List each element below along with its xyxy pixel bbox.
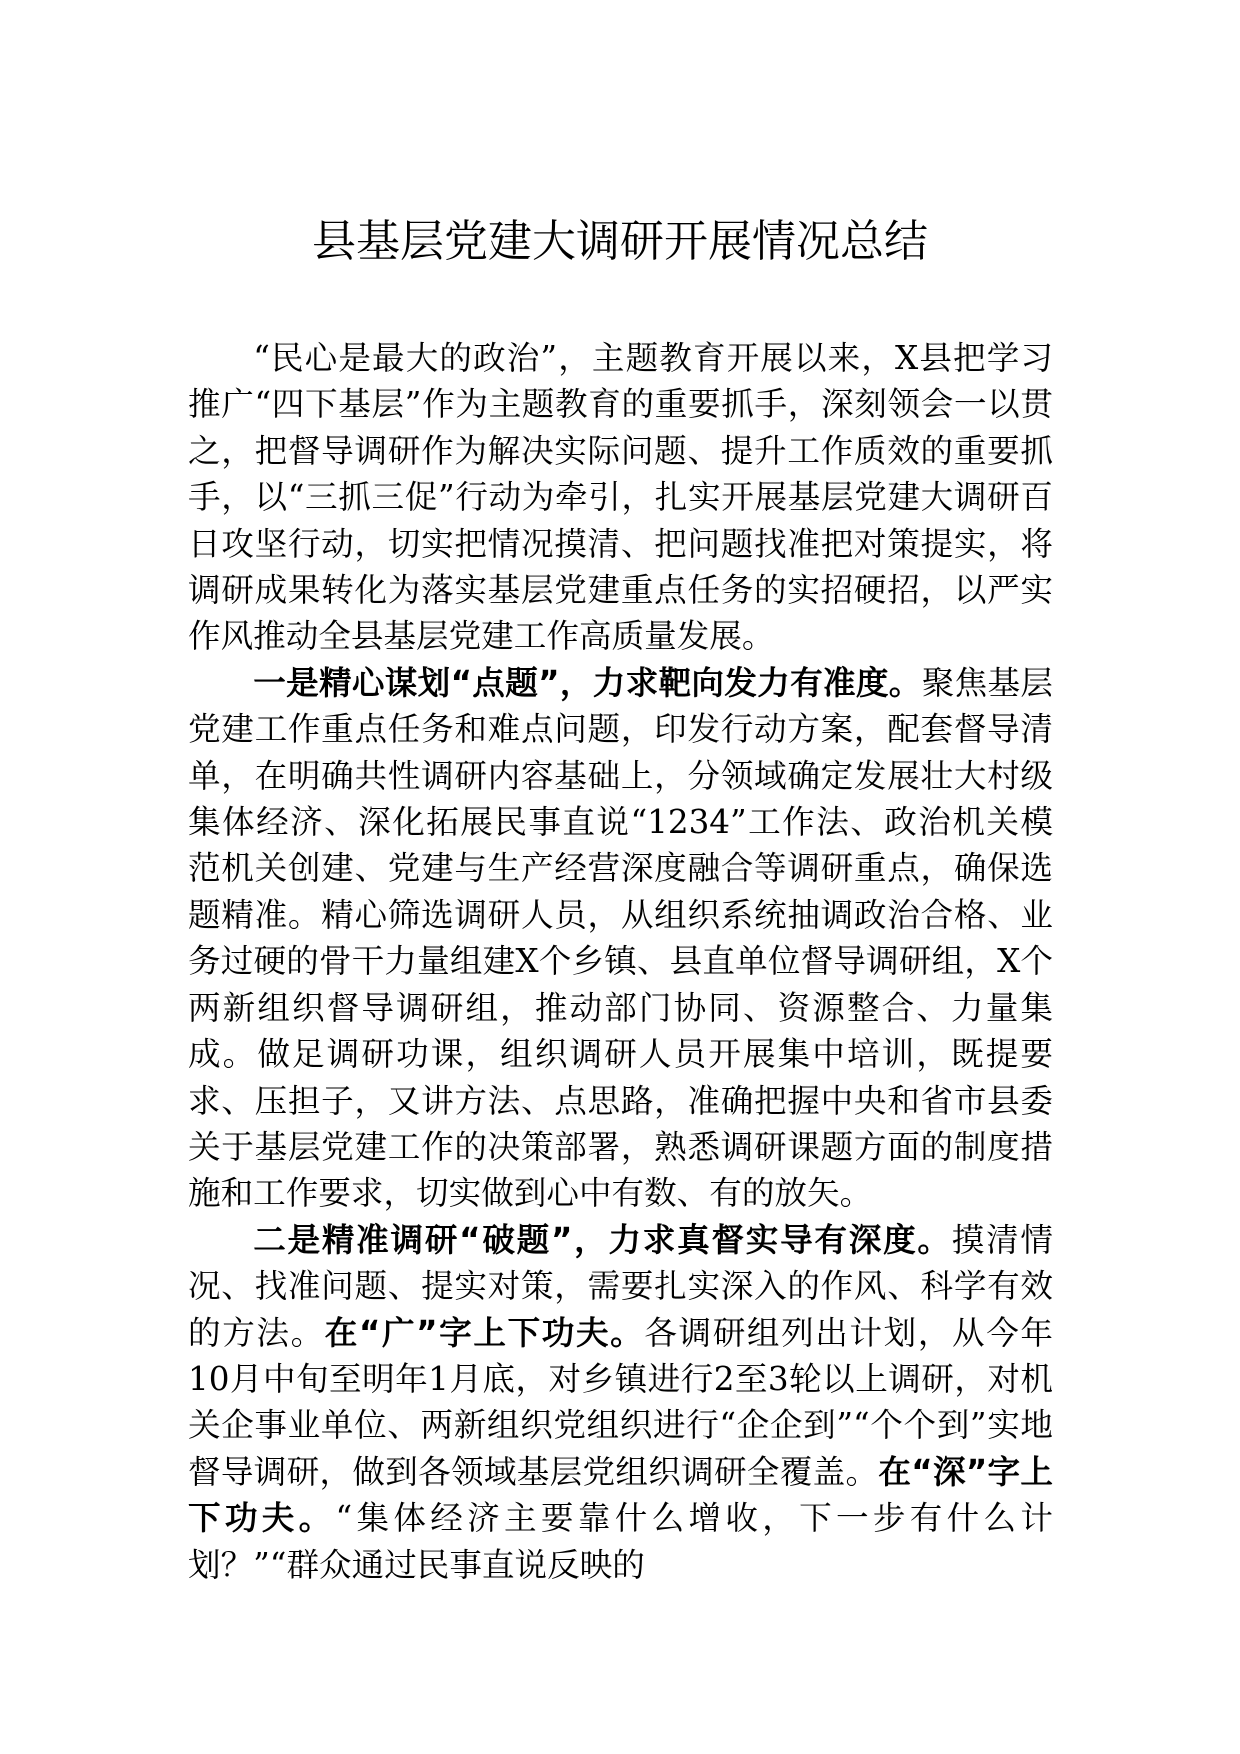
paragraph-point-two [188, 1217, 1053, 1588]
document-body [188, 335, 1053, 1588]
point-two-subheading-depth: 在“深”字上下功夫。 [188, 1452, 1053, 1538]
point-two-subheading-breadth: 在“广”字上下功夫。 [324, 1313, 645, 1352]
point-two-breadth-text: 各调研组列出计划，从今年10月中旬至明年1月底，对乡镇进行2至3轮以上调研，对机关企事业单位、两新组织党组织进行“企企到”“个个到”实地督导调研，做到各领域基层党组织调研全覆盖。 [188, 1313, 1053, 1491]
paragraph-intro [188, 335, 1053, 660]
point-one-heading: 一是精心谋划“点题”，力求靶向发力有准度。 [253, 663, 922, 702]
point-one-text: 聚焦基层党建工作重点任务和难点问题，印发行动方案，配套督导清单，在明确共性调研内容基础上，分领域确定发展壮大村级集体经济、深化拓展民事直说“1234”工作法、政治机关模范机关创建、党建与生产经营深度融合等调研重点，确保选题精准。精心筛选调研人员，从组织系统抽调政治合格、业务过硬的骨干力量组建X个乡镇、县直单位督导调研组，X个两新组织督导调研组，推动部门协同、资源整合、力量集成。做足调研功课，组织调研人员开展集中培训，既提要求、压担子，又讲方法、点思路，准确把握中央和省市县委关于基层党建工作的决策部署，熟悉调研课题方面的制度措施和工作要求，切实做到心中有数、有的放矢。 [188, 663, 1053, 1213]
point-two-depth-text: “集体经济主要靠什么增收，下一步有什么计划？”“群众通过民事直说反映的 [188, 1499, 1053, 1584]
paragraph-intro-text: “民心是最大的政治”，主题教育开展以来，X县把学习推广“四下基层”作为主题教育的重要抓手，深刻领会一以贯之，把督导调研作为解决实际问题、提升工作质效的重要抓手，以“三抓三促”行动为牵引，扎实开展基层党建大调研百日攻坚行动，切实把情况摸清、把问题找准把对策提实，将调研成果转化为落实基层党建重点任务的实招硬招，以严实作风推动全县基层党建工作高质量发展。 [188, 339, 1054, 656]
paragraph-point-one [188, 660, 1053, 1217]
page-title: 县基层党建大调研开展情况总结 [312, 216, 928, 267]
point-two-heading: 二是精准调研“破题”，力求真督实导有深度。 [253, 1220, 952, 1259]
point-two-text: 摸清情况、找准问题、提实对策，需要扎实深入的作风、科学有效的方法。 [188, 1220, 1053, 1352]
